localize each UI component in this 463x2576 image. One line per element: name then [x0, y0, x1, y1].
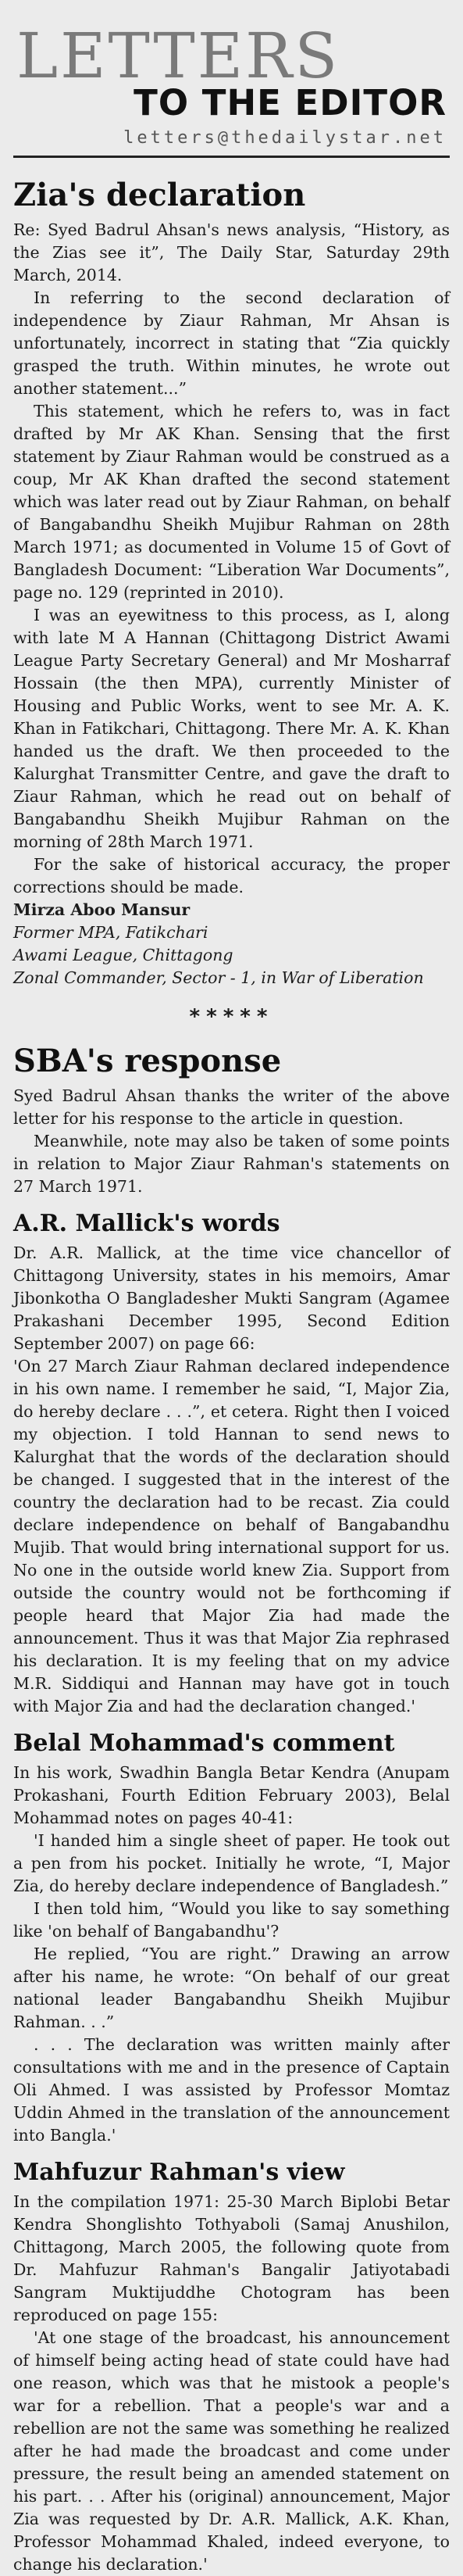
signature-role: Former MPA, Fatikchari: [13, 923, 208, 942]
signature-role: Zonal Commander, Sector - 1, in War of Liberation: [13, 968, 424, 987]
masthead-title: LETTERS: [16, 20, 340, 92]
masthead-email[interactable]: letters@thedailystar.net: [123, 128, 447, 148]
section-heading-belal: Belal Mohammad's comment: [13, 1730, 395, 1757]
belal-quote: 'I handed him a single sheet of paper. He took out a pen from his pocket. Initially he wrote, “I, Major Zia, do hereby declare independence of Bangladesh.”: [13, 1831, 450, 1895]
section-heading-mahfuzur: Mahfuzur Rahman's view: [13, 2159, 345, 2186]
letter-signature: [13, 899, 450, 989]
belal-quote: He replied, “You are right.” Drawing an arrow after his name, he wrote: “On behalf of our great national leader Bangabandhu Sheikh Mujibur Rahman. . .”: [13, 1945, 450, 2031]
mallick-quote: 'On 27 March Ziaur Rahman declared independence in his own name. I remember he said, “I, Major Zia, do hereby declare . . .”, et cetera. Right then I voiced my objection. I told Hannan to send news to Kalurghat that the words of the declaration should be changed. I suggested that in the interest of the country the declaration had to be recast. Zia could declare independence on behalf of Bangabandhu Mujib. That would bring international support for us. No one in the outside world knew Zia. Support from outside the country would not be forthcoming if people heard that Major Zia had made the announcement. Thus it was that Major Zia rephrased his declaration. It is my feeling that on my advice M.R. Siddiqui and Hannan may have got in touch with Major Zia and had the declaration changed.': [13, 1357, 450, 1716]
mallick-paragraph: Dr. A.R. Mallick, at the time vice chancellor of Chittagong University, states in his memoirs, Amar Jibonkotha O Bangladesher Mukti Sangram (Agamee Prakashani December 1995, Second Edition September 2007) on page 66:: [13, 1243, 450, 1353]
response-paragraph: Syed Badrul Ahsan thanks the writer of the above letter for his response to the article in question.: [13, 1086, 450, 1128]
masthead-subtitle: TO THE EDITOR: [134, 82, 447, 123]
signature-name: Mirza Aboo Mansur: [13, 900, 191, 919]
section-separator: *****: [189, 1005, 274, 1029]
mahfuzur-quote: 'At one stage of the broadcast, his announcement of himself being acting head of state could have had one reason, which was that he mistook a people's war for a rebellion. That a people's war and a rebellion are not the same was something he realized after he had made the broadcast and come under pressure, the result being an amended statement on his part. . . After his (original) announcement, Major Zia was requested by Dr. A.R. Mallick, A.K. Khan, Professor Mohammad Khaled, indeed everyone, to change his declaration.': [13, 2328, 450, 2574]
letter-paragraph: I was an eyewitness to this process, as I, along with late M A Hannan (Chittagong District Awami League Party Secretary General) and Mr Mosharraf Hossain (the then MPA), currently Minister of Housing and Public Works, went to see Mr. A. K. Khan in Fatikchari, Chittagong. There Mr. A. K. Khan handed us the draft. We then proceeded to the Kalurghat Transmitter Centre, and gave the draft to Ziaur Rahman, which he read out on behalf of Bangabandhu Sheikh Mujibur Rahman on the morning of 28th March 1971.: [13, 606, 450, 851]
mahfuzur-paragraph: In the compilation 1971: 25-30 March Biplobi Betar Kendra Shonglishto Tothyaboli (Samaj Anushilon, Chittagong, March 2005, the following quote from Dr. Mahfuzur Rahman's Bangalir Jatiyotabadi Sangram Muktijuddhe Chotogram has been reproduced on page 155:: [13, 2192, 450, 2324]
letter-paragraph: Re: Syed Badrul Ahsan's news analysis, “History, as the Zias see it”, The Daily Star, Saturday 29th March, 2014.: [13, 220, 450, 284]
response-heading: SBA's response: [13, 1043, 282, 1079]
letter-paragraph: This statement, which he refers to, was in fact drafted by Mr AK Khan. Sensing that the first statement by Ziaur Rahman would be construed as a coup, Mr AK Khan drafted the second statement which was later read out by Ziaur Rahman, on behalf of Bangabandhu Sheikh Mujibur Rahman on 28th March 1971; as documented in Volume 15 of Govt of Bangladesh Document: “Liberation War Documents”, page no. 129 (reprinted in 2010).: [13, 402, 450, 602]
belal-quote: . . . The declaration was written mainly after consultations with me and in the presence of Captain Oli Ahmed. I was assisted by Professor Momtaz Uddin Ahmed in the translation of the announcement into Bangla.': [13, 2035, 450, 2145]
masthead: [13, 6, 450, 163]
belal-paragraph: In his work, Swadhin Bangla Betar Kendra (Anupam Prokashani, Fourth Edition February 2003), Belal Mohammad notes on pages 40-41:: [13, 1763, 450, 1827]
belal-quote: I then told him, “Would you like to say something like 'on behalf of Bangabandhu'?: [13, 1899, 450, 1941]
letter-heading: Zia's declaration: [13, 177, 306, 213]
letters-page: [13, 0, 450, 2576]
masthead-divider: [13, 156, 450, 158]
signature-role: Awami League, Chittagong: [13, 946, 233, 964]
letter-paragraph: For the sake of historical accuracy, the proper corrections should be made.: [13, 855, 450, 896]
response-paragraph: Meanwhile, note may also be taken of some points in relation to Major Ziaur Rahman's statements on 27 March 1971.: [13, 1132, 450, 1196]
letter-paragraph: In referring to the second declaration of independence by Ziaur Rahman, Mr Ahsan is unfortunately, incorrect in stating that “Zia quickly grasped the truth. Within minutes, he wrote out another statement...”: [13, 288, 450, 398]
section-heading-mallick: A.R. Mallick's words: [13, 1210, 280, 1237]
